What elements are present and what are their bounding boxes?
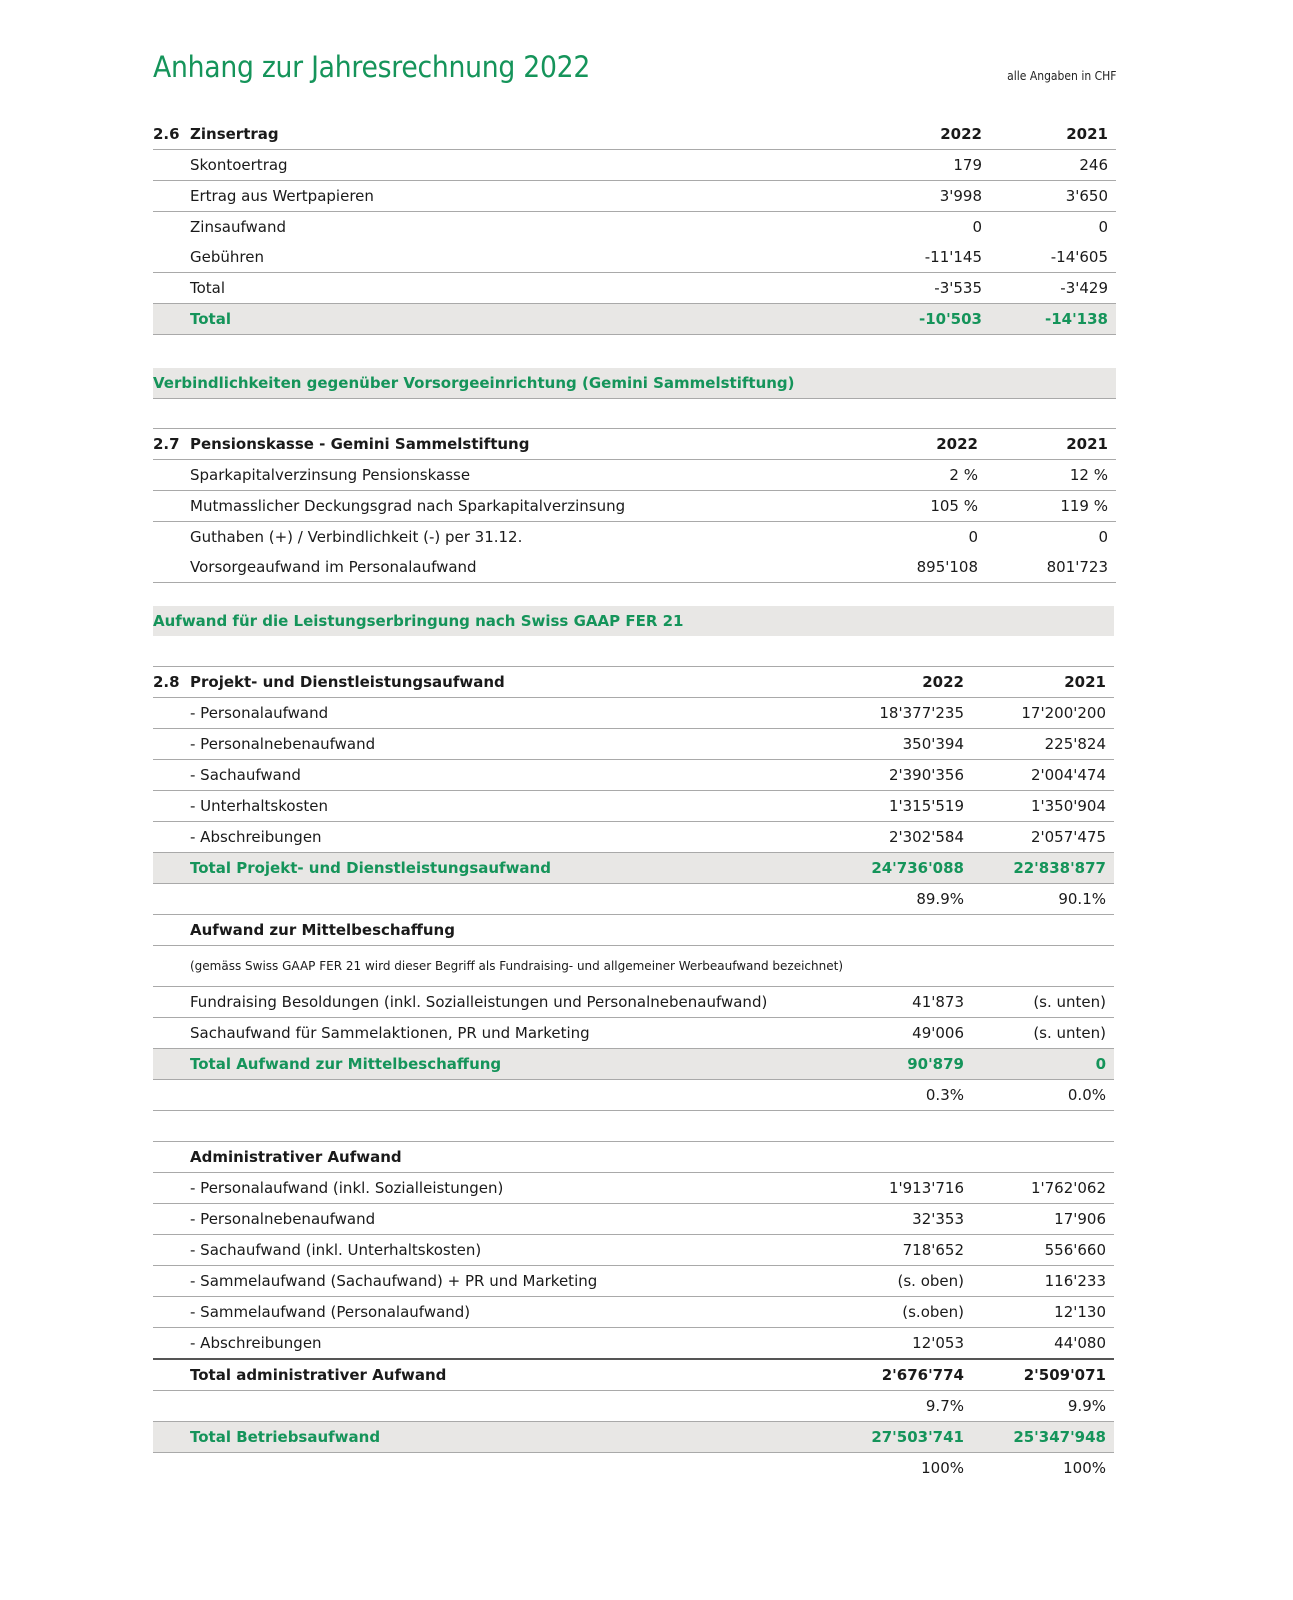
note-row bbox=[153, 946, 1114, 987]
value-2021: 44'080 bbox=[980, 1328, 1114, 1360]
total-2022: 24'736'088 bbox=[844, 853, 980, 884]
total-label: Total bbox=[153, 304, 862, 335]
value-2021: -14'605 bbox=[982, 242, 1116, 273]
value-2022: 32'353 bbox=[844, 1204, 980, 1235]
total-label: Total administrativer Aufwand bbox=[153, 1359, 844, 1391]
total-2022: 27'503'741 bbox=[844, 1422, 980, 1453]
table-row bbox=[153, 460, 1116, 491]
table-row bbox=[153, 212, 1116, 243]
value-2022: 0 bbox=[972, 218, 982, 236]
section-band-vorsorge: Verbindlichkeiten gegenüber Vorsorgeeinrichtung (Gemini Sammelstiftung) bbox=[153, 368, 1116, 399]
value-2022: 12'053 bbox=[844, 1328, 980, 1360]
total-2021: 2'509'071 bbox=[980, 1359, 1114, 1391]
table-row bbox=[153, 1018, 1114, 1049]
table-row bbox=[153, 1235, 1114, 1266]
value-2021: 2'057'475 bbox=[980, 822, 1114, 853]
section-2-6-zinsertrag bbox=[153, 119, 1116, 335]
value-2021: 2'004'474 bbox=[980, 760, 1114, 791]
row-label: - Unterhaltskosten bbox=[153, 791, 844, 822]
row-label: - Sachaufwand bbox=[153, 760, 844, 791]
value-2022: -11'145 bbox=[862, 242, 982, 273]
row-label: - Abschreibungen bbox=[153, 1328, 844, 1360]
value-2022: 105 % bbox=[858, 491, 982, 522]
column-header-2022: 2022 bbox=[858, 429, 982, 460]
value-2021: 119 % bbox=[982, 491, 1116, 522]
percent-row bbox=[153, 1391, 1114, 1422]
total-row bbox=[153, 304, 1116, 335]
value-2021: 0 bbox=[1098, 218, 1108, 236]
value-2022: 3'998 bbox=[862, 181, 982, 212]
row-label: Sparkapitalverzinsung Pensionskasse bbox=[153, 460, 858, 491]
section-2-7-pensionskasse bbox=[153, 428, 1116, 583]
total-label: Total Aufwand zur Mittelbeschaffung bbox=[153, 1049, 844, 1080]
value-2021: 556'660 bbox=[980, 1235, 1114, 1266]
total-2022: -10'503 bbox=[862, 304, 982, 335]
total-2021: -14'138 bbox=[982, 304, 1116, 335]
percent-2021: 90.1% bbox=[980, 884, 1114, 915]
table-row bbox=[153, 791, 1114, 822]
column-header-2021: 2021 bbox=[980, 667, 1114, 698]
value-2021: 17'200'200 bbox=[980, 698, 1114, 729]
grand-total-row bbox=[153, 1422, 1114, 1453]
table-row bbox=[153, 522, 1116, 553]
section-band-leistungserbringung: Aufwand für die Leistungserbringung nach Swiss GAAP FER 21 bbox=[153, 606, 1114, 636]
column-header-2022: 2022 bbox=[862, 119, 982, 150]
table-row bbox=[153, 1173, 1114, 1204]
total-2021: 22'838'877 bbox=[980, 853, 1114, 884]
total-row bbox=[153, 853, 1114, 884]
value-2022: 1'315'519 bbox=[844, 791, 980, 822]
value-2022: (s. oben) bbox=[844, 1266, 980, 1297]
total-2021: 0 bbox=[980, 1049, 1114, 1080]
section-number: 2.7 bbox=[153, 429, 190, 460]
table-row bbox=[153, 1328, 1114, 1360]
table-row bbox=[153, 1204, 1114, 1235]
percent-2022: 100% bbox=[921, 1459, 964, 1477]
subsection-title: Administrativer Aufwand bbox=[153, 1142, 1114, 1173]
total-label: Total Projekt- und Dienstleistungsaufwand bbox=[153, 853, 844, 884]
table-header-row bbox=[153, 119, 1116, 150]
section-title: Zinsertrag bbox=[190, 119, 862, 150]
subsection-header-administrativ bbox=[153, 1142, 1114, 1173]
row-label: - Personalnebenaufwand bbox=[153, 729, 844, 760]
section-number: 2.8 bbox=[153, 667, 190, 698]
value-2021: (s. unten) bbox=[980, 1018, 1114, 1049]
unit-note: alle Angaben in CHF bbox=[1006, 69, 1116, 83]
percent-2021: 0.0% bbox=[980, 1080, 1114, 1111]
percent-row bbox=[153, 884, 1114, 915]
table-header-row bbox=[153, 429, 1116, 460]
percent-row bbox=[153, 1453, 1114, 1484]
percent-row bbox=[153, 1080, 1114, 1111]
table-row bbox=[153, 987, 1114, 1018]
table-row bbox=[153, 181, 1116, 212]
percent-2022: 0.3% bbox=[844, 1080, 980, 1111]
value-2021: 1'762'062 bbox=[980, 1173, 1114, 1204]
footnote-text: (gemäss Swiss GAAP FER 21 wird dieser Begriff als Fundraising- und allgemeiner Werbeaufwand bezeichnet) bbox=[153, 946, 1114, 987]
table-row bbox=[153, 491, 1116, 522]
row-label: Total bbox=[153, 273, 862, 304]
table-row bbox=[153, 242, 1116, 273]
table-row bbox=[153, 822, 1114, 853]
table-header-row bbox=[153, 667, 1114, 698]
value-2021: 12'130 bbox=[980, 1297, 1114, 1328]
value-2021: 17'906 bbox=[980, 1204, 1114, 1235]
total-2021: 25'347'948 bbox=[980, 1422, 1114, 1453]
value-2022: -3'535 bbox=[862, 273, 982, 304]
row-label: Fundraising Besoldungen (inkl. Sozialleistungen und Personalnebenaufwand) bbox=[153, 987, 844, 1018]
value-2022: 18'377'235 bbox=[844, 698, 980, 729]
percent-2021: 100% bbox=[1063, 1459, 1106, 1477]
total-label: Total Betriebsaufwand bbox=[153, 1422, 844, 1453]
value-2022: 41'873 bbox=[844, 987, 980, 1018]
table-row bbox=[153, 552, 1116, 583]
page-title: Anhang zur Jahresrechnung 2022 bbox=[153, 50, 591, 84]
value-2022: 718'652 bbox=[844, 1235, 980, 1266]
value-2021: 801'723 bbox=[982, 552, 1116, 583]
column-header-2021: 2021 bbox=[982, 119, 1116, 150]
row-label: - Abschreibungen bbox=[153, 822, 844, 853]
value-2021: 116'233 bbox=[980, 1266, 1114, 1297]
table-row bbox=[153, 1297, 1114, 1328]
value-2022: 2'302'584 bbox=[844, 822, 980, 853]
section-2-8-projektaufwand bbox=[153, 666, 1114, 1483]
value-2021: 12 % bbox=[982, 460, 1116, 491]
row-label: Ertrag aus Wertpapieren bbox=[153, 181, 862, 212]
value-2022: 895'108 bbox=[858, 552, 982, 583]
percent-2022: 9.7% bbox=[844, 1391, 980, 1422]
value-2022: 49'006 bbox=[844, 1018, 980, 1049]
row-label: - Personalaufwand (inkl. Sozialleistungen) bbox=[153, 1173, 844, 1204]
row-label: Zinsaufwand bbox=[190, 218, 286, 236]
row-label: Sachaufwand für Sammelaktionen, PR und Marketing bbox=[153, 1018, 844, 1049]
table-row bbox=[153, 698, 1114, 729]
value-2021: (s. unten) bbox=[980, 987, 1114, 1018]
value-2021: 246 bbox=[982, 150, 1116, 181]
value-2021: -3'429 bbox=[982, 273, 1116, 304]
value-2022: 2 % bbox=[858, 460, 982, 491]
percent-2021: 9.9% bbox=[980, 1391, 1114, 1422]
row-label: Vorsorgeaufwand im Personalaufwand bbox=[153, 552, 858, 583]
row-label: - Personalnebenaufwand bbox=[153, 1204, 844, 1235]
section-title: Pensionskasse - Gemini Sammelstiftung bbox=[190, 429, 858, 460]
row-label: Skontoertrag bbox=[153, 150, 862, 181]
spacer-row bbox=[153, 1111, 1114, 1142]
section-title: Projekt- und Dienstleistungsaufwand bbox=[190, 667, 844, 698]
row-label: Gebühren bbox=[153, 242, 862, 273]
total-row bbox=[153, 1359, 1114, 1391]
table-row bbox=[153, 1266, 1114, 1297]
section-number: 2.6 bbox=[153, 119, 190, 150]
table-row bbox=[153, 729, 1114, 760]
value-2022: 1'913'716 bbox=[844, 1173, 980, 1204]
value-2021: 225'824 bbox=[980, 729, 1114, 760]
value-2022: 350'394 bbox=[844, 729, 980, 760]
subsection-header-mittelbeschaffung bbox=[153, 915, 1114, 946]
value-2022: (s.oben) bbox=[844, 1297, 980, 1328]
value-2022: 0 bbox=[968, 528, 978, 546]
row-label: - Sachaufwand (inkl. Unterhaltskosten) bbox=[153, 1235, 844, 1266]
value-2022: 2'390'356 bbox=[844, 760, 980, 791]
row-label: - Personalaufwand bbox=[153, 698, 844, 729]
total-2022: 2'676'774 bbox=[844, 1359, 980, 1391]
column-header-2022: 2022 bbox=[844, 667, 980, 698]
row-label: Mutmasslicher Deckungsgrad nach Sparkapitalverzinsung bbox=[153, 491, 858, 522]
subsection-title: Aufwand zur Mittelbeschaffung bbox=[153, 915, 1114, 946]
value-2021: 1'350'904 bbox=[980, 791, 1114, 822]
total-row bbox=[153, 1049, 1114, 1080]
value-2021: 0 bbox=[1098, 528, 1108, 546]
row-label: - Sammelaufwand (Sachaufwand) + PR und Marketing bbox=[153, 1266, 844, 1297]
value-2021: 3'650 bbox=[982, 181, 1116, 212]
row-label: Guthaben (+) / Verbindlichkeit (-) per 31.12. bbox=[190, 528, 523, 546]
percent-2022: 89.9% bbox=[844, 884, 980, 915]
table-row bbox=[153, 273, 1116, 304]
column-header-2021: 2021 bbox=[982, 429, 1116, 460]
row-label: - Sammelaufwand (Personalaufwand) bbox=[153, 1297, 844, 1328]
table-row bbox=[153, 150, 1116, 181]
value-2022: 179 bbox=[862, 150, 982, 181]
total-2022: 90'879 bbox=[844, 1049, 980, 1080]
table-row bbox=[153, 760, 1114, 791]
